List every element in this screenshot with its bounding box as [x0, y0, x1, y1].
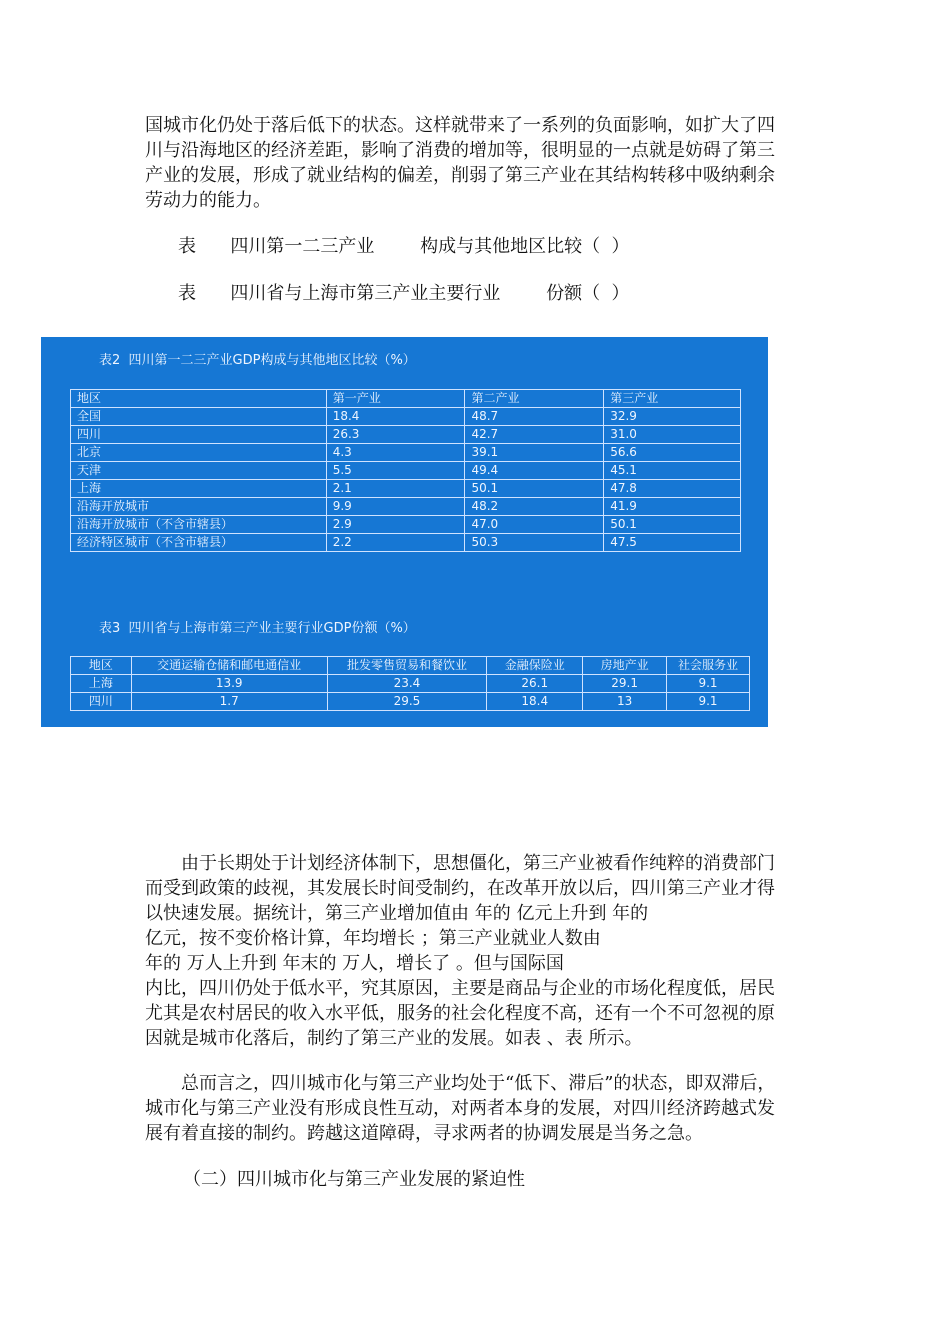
table-cell: 47.5	[604, 534, 741, 552]
header-cell: 地区	[71, 657, 132, 675]
table-cell: 经济特区城市（不含市辖县）	[71, 534, 327, 552]
table-cell: 23.4	[327, 675, 487, 693]
table-cell: 18.4	[487, 693, 583, 711]
table-cell: 26.1	[487, 675, 583, 693]
header-cell: 第三产业	[604, 390, 741, 408]
table-cell: 2.9	[326, 516, 465, 534]
table-cell: 5.5	[326, 462, 465, 480]
table-cell: 47.0	[465, 516, 604, 534]
table-caption-1: 表 四川第一二三产业 构成与其他地区比较（ ）	[178, 236, 630, 257]
table-row	[71, 534, 741, 552]
table-cell: 50.1	[465, 480, 604, 498]
header-cell: 第二产业	[465, 390, 604, 408]
table-cell: 沿海开放城市	[71, 498, 327, 516]
table3-title: 表3 四川省与上海市第三产业主要行业GDP份额（%）	[99, 621, 416, 636]
table2-title: 表2 四川第一二三产业GDP构成与其他地区比较（%）	[99, 353, 416, 368]
table-cell: 39.1	[465, 444, 604, 462]
text-line: 国城市化仍处于落后低下的状态。这样就带来了一系列的负面影响，如扩大了四	[145, 115, 775, 136]
table-cell: 26.3	[326, 426, 465, 444]
table3	[70, 656, 750, 711]
table-cell: 13.9	[131, 675, 327, 693]
table-cell: 50.3	[465, 534, 604, 552]
table-cell: 2.1	[326, 480, 465, 498]
table-header-row	[71, 390, 741, 408]
section-subheading: （二）四川城市化与第三产业发展的紧迫性	[183, 1169, 525, 1190]
table-row	[71, 462, 741, 480]
table-cell: 42.7	[465, 426, 604, 444]
table-cell: 4.3	[326, 444, 465, 462]
table-cell: 上海	[71, 480, 327, 498]
table-cell: 29.1	[583, 675, 667, 693]
table-cell: 56.6	[604, 444, 741, 462]
table-cell: 天津	[71, 462, 327, 480]
table-cell: 45.1	[604, 462, 741, 480]
table-cell: 四川	[71, 426, 327, 444]
table-cell: 31.0	[604, 426, 741, 444]
table-row	[71, 426, 741, 444]
table-cell: 48.2	[465, 498, 604, 516]
table-cell: 2.2	[326, 534, 465, 552]
table2	[70, 389, 741, 552]
table-cell: 47.8	[604, 480, 741, 498]
header-cell: 批发零售贸易和餐饮业	[327, 657, 487, 675]
text-line: 城市化与第三产业没有形成良性互动，对两者本身的发展，对四川经济跨越式发	[145, 1098, 775, 1119]
table-cell: 32.9	[604, 408, 741, 426]
header-cell: 第一产业	[326, 390, 465, 408]
text-line: 内比，四川仍处于低水平，究其原因，主要是商品与企业的市场化程度低，居民	[145, 978, 775, 999]
table-cell: 上海	[71, 675, 132, 693]
table-row	[71, 444, 741, 462]
table-cell: 9.1	[667, 693, 750, 711]
table-row	[71, 693, 750, 711]
header-cell: 交通运输仓储和邮电通信业	[131, 657, 327, 675]
paragraph-conclusion	[145, 1071, 808, 1146]
table-row	[71, 516, 741, 534]
text-line: 总而言之，四川城市化与第三产业均处于“低下、滞后”的状态，即双滞后，	[181, 1073, 776, 1094]
text-line: 展有着直接的制约。跨越这道障碍，寻求两者的协调发展是当务之急。	[145, 1123, 703, 1144]
table-header-row	[71, 657, 750, 675]
table-cell: 29.5	[327, 693, 487, 711]
table-cell: 9.1	[667, 675, 750, 693]
table-cell: 18.4	[326, 408, 465, 426]
header-cell: 社会服务业	[667, 657, 750, 675]
tables-image-panel	[41, 337, 768, 727]
table-cell: 49.4	[465, 462, 604, 480]
table-cell: 48.7	[465, 408, 604, 426]
paragraph-intro	[145, 113, 808, 213]
text-line: 以快速发展。据统计，第三产业增加值由 年的 亿元上升到 年的	[145, 903, 649, 924]
table-caption-2: 表 四川省与上海市第三产业主要行业 份额（ ）	[178, 283, 630, 304]
table-row	[71, 480, 741, 498]
table-cell: 50.1	[604, 516, 741, 534]
header-cell: 金融保险业	[487, 657, 583, 675]
table-cell: 1.7	[131, 693, 327, 711]
table-cell: 四川	[71, 693, 132, 711]
text-line: 尤其是农村居民的收入水平低，服务的社会化程度不高，还有一个不可忽视的原	[145, 1003, 775, 1024]
text-line: 亿元，按不变价格计算，年均增长 ；第三产业就业人数由	[145, 928, 601, 949]
table-row	[71, 408, 741, 426]
text-line: 因就是城市化落后，制约了第三产业的发展。如表 、表 所示。	[145, 1028, 643, 1049]
table-row	[71, 675, 750, 693]
paragraph-development	[145, 851, 808, 1051]
table-cell: 北京	[71, 444, 327, 462]
header-cell: 房地产业	[583, 657, 667, 675]
table-cell: 9.9	[326, 498, 465, 516]
table-row	[71, 498, 741, 516]
text-line: 而受到政策的歧视，其发展长时间受制约，在改革开放以后，四川第三产业才得	[145, 878, 775, 899]
text-line: 产业的发展，形成了就业结构的偏差，削弱了第三产业在其结构转移中吸纳剩余	[145, 165, 775, 186]
header-cell: 地区	[71, 390, 327, 408]
table-cell: 41.9	[604, 498, 741, 516]
table-cell: 沿海开放城市（不含市辖县）	[71, 516, 327, 534]
text-line: 年的 万人上升到 年末的 万人，增长了 。但与国际国	[145, 953, 564, 974]
table-cell: 13	[583, 693, 667, 711]
table-cell: 全国	[71, 408, 327, 426]
text-line: 由于长期处于计划经济体制下，思想僵化，第三产业被看作纯粹的消费部门	[181, 853, 775, 874]
text-line: 劳动力的能力。	[145, 190, 271, 211]
text-line: 川与沿海地区的经济差距，影响了消费的增加等，很明显的一点就是妨碍了第三	[145, 140, 775, 161]
